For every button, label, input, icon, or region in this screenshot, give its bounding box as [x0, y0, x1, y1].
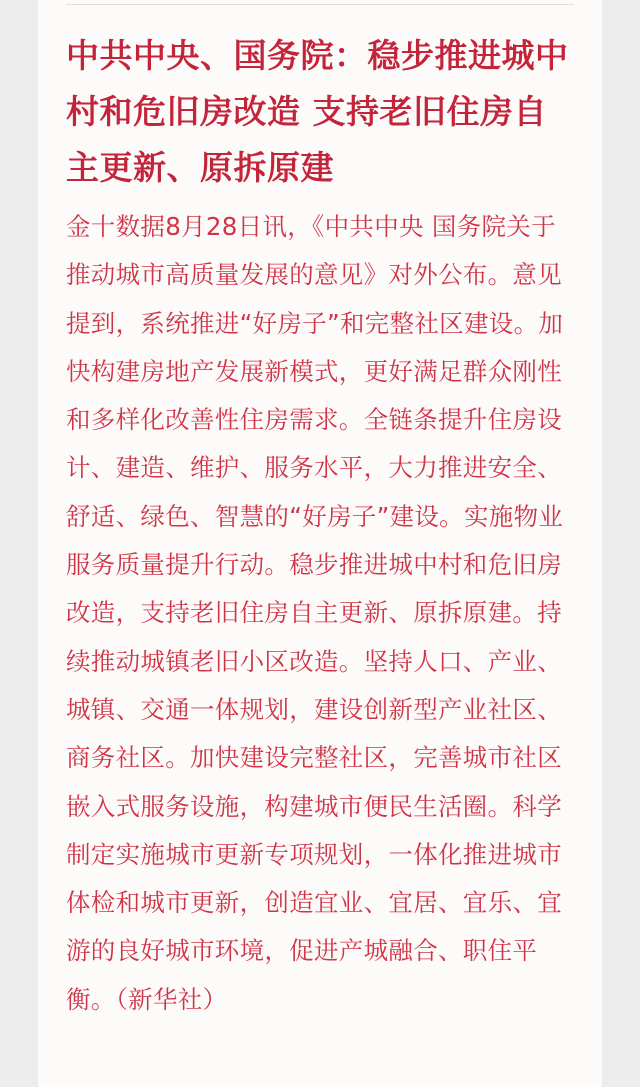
article-body: 金十数据8月28日讯，《中共中央 国务院关于推动城市高质量发展的意见》对外公布。意见提到，系统推进“好房子”和完整社区建设。加快构建房地产发展新模式，更好满足群众刚性和多样化改善性住房需求。全链条提升住房设计、建造、维护、服务水平，大力推进安全、舒适、绿色、智慧的“好房子”建设。实施物业服务质量提升行动。稳步推进城中村和危旧房改造，支持老旧住房自主更新、原拆原建。持续推动城镇老旧小区改造。坚持人口、产业、城镇、交通一体规划，建设创新型产业社区、商务社区。加快建设完整社区，完善城市社区嵌入式服务设施，构建城市便民生活圈。科学制定实施城市更新专项规划，一体化推进城市体检和城市更新，创造宜业、宜居、宜乐、宜游的良好城市环境，促进产城融合、职住平衡。（新华社）: [66, 212, 564, 1014]
top-divider: [66, 4, 574, 5]
article-headline: 中共中央、国务院：稳步推进城中村和危旧房改造 支持老旧住房自主更新、原拆原建: [66, 36, 569, 187]
